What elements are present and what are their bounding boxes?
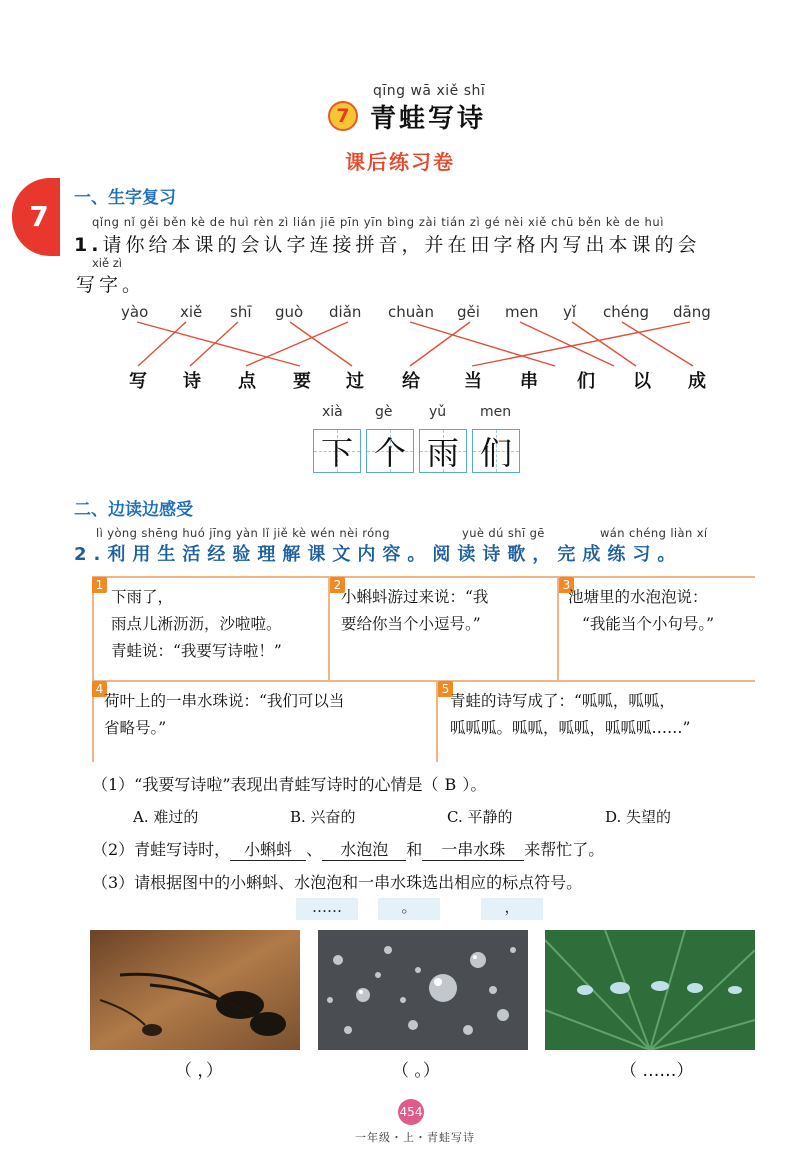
tadpoles-photo xyxy=(90,930,300,1050)
match-pinyin-10: dāng xyxy=(673,303,711,321)
panel-line: 雨点儿淅沥沥，沙啦啦。 xyxy=(111,615,282,633)
tian-zi-ge-box[interactable] xyxy=(472,429,520,473)
tzg-pinyin-0: xià xyxy=(322,404,343,420)
panel-line: 下雨了， xyxy=(111,588,174,606)
sub2-sep2: 和 xyxy=(406,840,423,859)
match-char-0: 写 xyxy=(129,371,147,392)
q2-text xyxy=(74,540,682,566)
option-b[interactable]: B. 兴奋的 xyxy=(290,808,356,826)
sub2-prefix: （2）青蛙写诗时， xyxy=(92,840,231,859)
panel-line: 小蝌蚪游过来说：“我 xyxy=(341,588,489,606)
match-char-5: 给 xyxy=(402,371,420,392)
sub2-suffix: 来帮忙了。 xyxy=(524,840,605,859)
tzg-pinyin-3: men xyxy=(480,404,512,420)
panel-5-text xyxy=(450,688,690,742)
panel-line: 要给你当个小逗号。” xyxy=(341,615,481,633)
panel-line: 池塘里的水泡泡说： xyxy=(568,588,708,606)
panel-border-top xyxy=(92,576,755,578)
q2-text-body: 利用生活经验理解课文内容。阅读诗歌，完成练习。 xyxy=(107,544,683,565)
answer-paren-2[interactable]: （ 。） xyxy=(392,1061,440,1081)
panel-line: 青蛙的诗写成了：“呱呱，呱呱， xyxy=(450,692,675,710)
sub1-answer[interactable]: B xyxy=(444,775,457,794)
option-a[interactable]: A. 难过的 xyxy=(133,808,199,826)
option-d[interactable]: D. 失望的 xyxy=(605,808,672,826)
section-heading-review: 一、生字复习 xyxy=(74,188,176,208)
tzg-char: 雨 xyxy=(426,434,459,472)
sub-question-1 xyxy=(92,772,486,795)
match-pinyin-5: chuàn xyxy=(388,303,434,321)
sub-question-3: （3）请根据图中的小蝌蚪、水泡泡和一串水珠选出相应的标点符号。 xyxy=(92,873,583,892)
match-char-3: 要 xyxy=(293,371,311,392)
match-pinyin-3: guò xyxy=(275,303,304,321)
page-subtitle: 课后练习卷 xyxy=(345,150,455,174)
panel-number-badge: 3 xyxy=(559,577,574,593)
symbol-comma-tile[interactable]: ， xyxy=(481,898,543,920)
q1-text-line2: 写字。 xyxy=(76,274,146,296)
page-title: 青蛙写诗 xyxy=(370,104,487,134)
match-char-10: 成 xyxy=(688,371,706,392)
panel-line: 荷叶上的一串水珠说：“我们可以当 xyxy=(104,692,345,710)
title-pinyin: qīng wā xiě shī xyxy=(373,83,486,99)
sub1-prefix: （1）“我要写诗啦”表现出青蛙写诗时的心情是（ xyxy=(92,775,439,794)
panel-line: 呱呱呱。呱呱，呱呱，呱呱呱……” xyxy=(450,719,691,737)
match-char-6: 当 xyxy=(464,371,482,392)
match-char-8: 们 xyxy=(577,371,595,392)
answer-paren-1[interactable]: （ ，） xyxy=(175,1061,223,1081)
panel-number-badge: 2 xyxy=(330,577,345,593)
panel-line: 省略号。” xyxy=(104,719,167,737)
tian-zi-ge-box[interactable] xyxy=(366,429,414,473)
match-pinyin-8: yǐ xyxy=(563,303,577,321)
match-line-shi xyxy=(190,322,238,366)
footer-caption: 一年级・上・青蛙写诗 xyxy=(355,1131,475,1144)
match-line-guo xyxy=(290,322,352,366)
match-pinyin-1: xiě xyxy=(180,303,203,321)
tian-zi-ge-box[interactable] xyxy=(313,429,361,473)
panel-2-text xyxy=(341,584,488,638)
match-pinyin-4: diǎn xyxy=(329,303,362,321)
panel-3-text xyxy=(568,584,714,638)
match-char-2: 点 xyxy=(238,371,256,392)
match-line-dian xyxy=(246,322,348,366)
sub2-sep1: 、 xyxy=(306,840,323,859)
q2-pinyin-b: yuè dú shī gē xyxy=(462,526,545,540)
match-char-7: 串 xyxy=(520,371,538,392)
q2-number: 2. xyxy=(74,544,108,565)
match-pinyin-6: gěi xyxy=(457,303,480,321)
match-char-9: 以 xyxy=(633,371,651,392)
lesson-side-tab: 7 xyxy=(12,178,60,256)
q1-text: 请你给本课的会认字连接拼音，并在田字格内写出本课的会 xyxy=(102,234,701,256)
match-pinyin-2: shī xyxy=(230,303,252,321)
section-heading-reading: 二、边读边感受 xyxy=(74,500,193,520)
lotus-leaf-droplets-photo xyxy=(545,930,755,1050)
lotus-leaf-image xyxy=(545,930,755,1050)
tadpoles-image xyxy=(90,930,300,1050)
answer-blank-1[interactable]: 小蝌蚪 xyxy=(230,837,306,861)
q2-pinyin-a: lì yòng shēng huó jīng yàn lǐ jiě kè wén nèi róng xyxy=(96,526,390,540)
tzg-char: 个 xyxy=(373,434,406,472)
panel-border-middle xyxy=(92,680,755,682)
panel-number-badge: 5 xyxy=(438,681,453,697)
match-pinyin-0: yào xyxy=(121,303,149,321)
tzg-pinyin-1: gè xyxy=(375,404,393,420)
panel-number-badge: 1 xyxy=(92,577,107,593)
tzg-char: 们 xyxy=(479,434,512,472)
match-pinyin-7: men xyxy=(505,303,539,321)
symbol-ellipsis-tile[interactable]: …… xyxy=(296,898,358,920)
symbol-period-tile[interactable]: 。 xyxy=(378,898,440,920)
panel-line: “我能当个小句号。” xyxy=(582,615,715,633)
tzg-char: 下 xyxy=(320,434,353,472)
bubbles-image xyxy=(318,930,528,1050)
match-line-gei xyxy=(410,322,470,366)
matching-lines xyxy=(0,0,800,400)
page-number: 454 xyxy=(398,1099,424,1125)
match-char-4: 过 xyxy=(346,371,364,392)
tian-zi-ge-box[interactable] xyxy=(419,429,467,473)
panel-number-badge: 4 xyxy=(92,681,107,697)
panel-line: 青蛙说：“我要写诗啦！” xyxy=(111,642,282,660)
q2-pinyin-c: wán chéng liàn xí xyxy=(600,526,708,540)
answer-blank-3[interactable]: 一串水珠 xyxy=(422,837,524,861)
q1-number: 1. xyxy=(74,234,103,256)
lesson-number-badge: 7 xyxy=(328,101,358,131)
q1-pinyin-line1: qǐng nǐ gěi běn kè de huì rèn zì lián jiē pīn yīn bìng zài tián zì gé nèi xiě chū běn kè de huì xyxy=(92,215,665,229)
panel-4-text xyxy=(104,688,344,742)
option-c[interactable]: C. 平静的 xyxy=(447,808,513,826)
match-pinyin-9: chéng xyxy=(603,303,650,321)
answer-blank-2[interactable]: 水泡泡 xyxy=(322,837,406,861)
sub1-suffix: ）。 xyxy=(462,775,487,794)
match-char-1: 诗 xyxy=(183,371,201,392)
water-bubbles-photo xyxy=(318,930,528,1050)
sub-question-2 xyxy=(92,837,604,861)
tzg-pinyin-2: yǔ xyxy=(429,404,447,420)
panel-1-text xyxy=(111,584,282,665)
q1-pinyin-line2: xiě zì xyxy=(92,256,122,270)
answer-paren-3[interactable]: （ ……） xyxy=(620,1061,694,1081)
